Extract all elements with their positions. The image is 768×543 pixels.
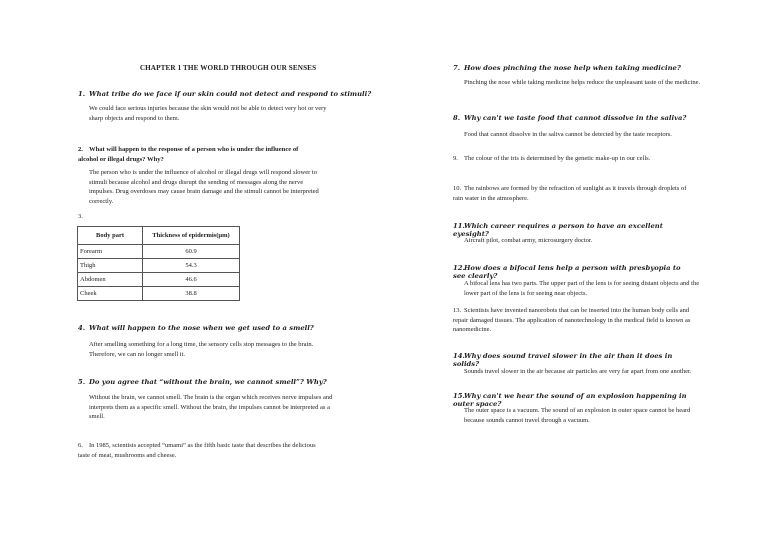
question-9: 9. The colour of the iris is determined by the genetic make-up in our cells.	[453, 155, 651, 162]
question-15: 15.Why can't we hear the sound of an explosion happening in outer space?	[453, 392, 687, 408]
table-cell: 54.3	[143, 259, 240, 273]
table-cell: 46.6	[143, 273, 240, 287]
question-4: 4. What will happen to the nose when we get used to a smell?	[78, 324, 314, 332]
question-7: 7. How does pinching the nose help when taking medicine?	[453, 64, 681, 72]
answer-15: The outer space is a vacuum. The sound of an explosion in outer space cannot be heard because sounds cannot travel through a vacuum.	[464, 407, 691, 424]
question-13: 13. Scientists have invented nanorobots that can be inserted into the human body cells and repair damaged tissues. The application of nanotechnology in the medical field is known as nanomedicine.	[453, 307, 691, 334]
table-cell: Forearm	[78, 245, 143, 259]
table-cell: Cheek	[78, 287, 143, 301]
answer-11: Aircraft pilot, combat army, microsurgery doctor.	[464, 237, 593, 244]
table-row	[78, 259, 240, 273]
answer-2: The person who is under the influence of alcohol or illegal drugs will respond slower to stimuli because alcohol and drugs disrupt the sending of messages along the nerve impulses. Drug overdoses may cause brain damage and the stimuli cannot be interpreted correctly.	[89, 169, 319, 205]
epidermis-table	[77, 226, 240, 301]
table-row	[78, 287, 240, 301]
table-cell: Abdomen	[78, 273, 143, 287]
table-header-row	[78, 227, 240, 245]
question-12: 12.How does a bifocal lens help a person with presbyopia to see clearly?	[453, 264, 681, 280]
question-2: 2. What will happen to the response of a person who is under the influence of alcohol or illegal drugs? Why?	[78, 146, 299, 163]
table-cell: 60.9	[143, 245, 240, 259]
table-row	[78, 273, 240, 287]
answer-7: Pinching the nose while taking medicine helps reduce the unpleasant taste of the medicine.	[464, 79, 701, 86]
answer-12: A bifocal lens has two parts. The upper part of the lens is for seeing distant objects and the lower part of the lens is for seeing near objects.	[464, 280, 700, 297]
question-8: 8. Why can't we taste food that cannot dissolve in the saliva?	[453, 114, 687, 122]
question-10: 10. The rainbows are formed by the refraction of sunlight as it travels through droplets of rain water in the atmosphere.	[453, 185, 687, 202]
table-header: Thickness of epidermis(µm)	[143, 227, 240, 245]
answer-14: Sounds travel slower in the air because air particles are very far apart from one another.	[464, 368, 692, 375]
question-11: 11.Which career requires a person to have an excellent eyesight?	[453, 222, 663, 238]
question-14: 14.Why does sound travel slower in the air than it does in solids?	[453, 352, 673, 368]
question-6: 6. In 1985, scientists accepted “umami” as the fifth basic taste that describes the delicious taste of meat, mushrooms and cheese.	[78, 442, 316, 459]
table-cell: 38.8	[143, 287, 240, 301]
table-header: Body part	[78, 227, 143, 245]
answer-8: Food that cannot dissolve in the saliva cannot be detected by the taste receptors.	[464, 131, 672, 138]
question-1: 1. What tribe do we face if our skin could not detect and respond to stimuli?	[78, 90, 372, 98]
answer-5: Without the brain, we cannot smell. The brain is the organ which receives nerve impulses and interprets them as a specific smell. Without the brain, the impulses cannot be interpreted as a smell.	[89, 394, 333, 421]
answer-4: After smelling something for a long time, the sensory cells stop messages to the brain. Therefore, we can no longer smell it.	[89, 341, 314, 358]
chapter-title: CHAPTER 1 THE WORLD THROUGH OUR SENSES	[139, 64, 317, 72]
question-5: 5. Do you agree that “without the brain, we cannot smell”? Why?	[78, 378, 327, 386]
question-3-number: 3.	[78, 213, 83, 220]
table-cell: Thigh	[78, 259, 143, 273]
table-row	[78, 245, 240, 259]
answer-1: We could face serious injuries because the skin would not be able to detect very hot or very sharp objects and respond to them.	[89, 105, 327, 122]
